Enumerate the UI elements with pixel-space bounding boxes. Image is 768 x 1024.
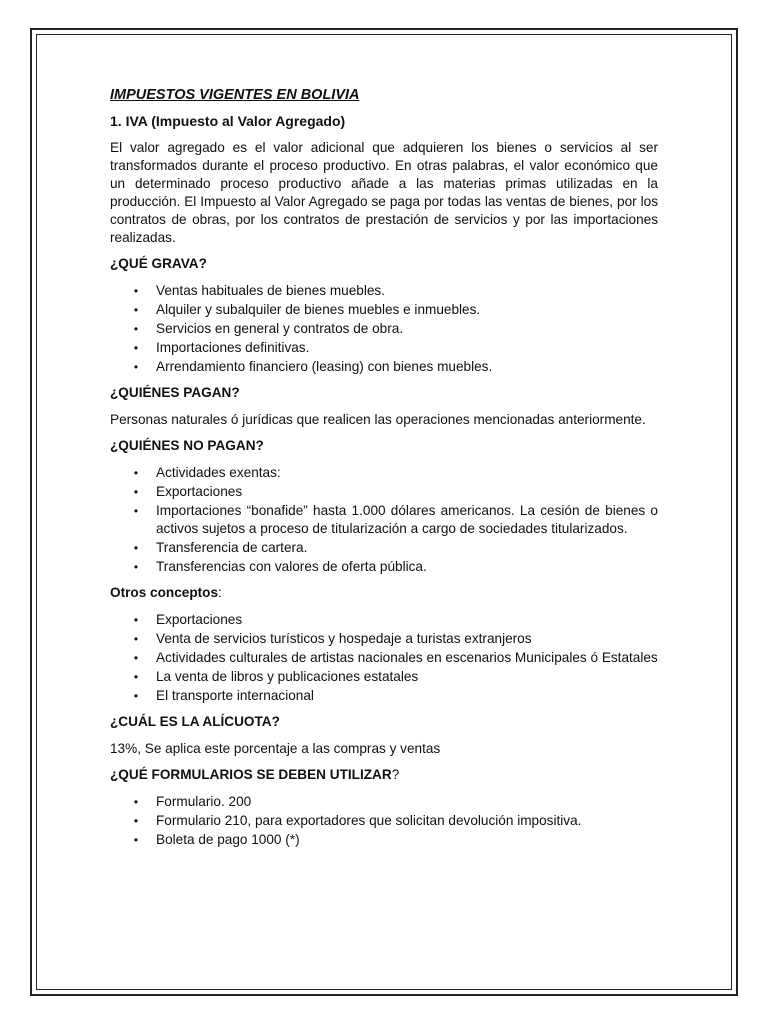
list-item-text: La venta de libros y publicaciones estatales <box>156 669 419 684</box>
que-grava-list <box>110 282 658 376</box>
bullet-icon: • <box>133 651 139 665</box>
list-item <box>133 630 658 648</box>
bullet-icon: • <box>133 833 139 847</box>
list-item-text: Actividades exentas: <box>156 465 281 480</box>
list-item <box>133 558 658 576</box>
formularios-heading <box>110 766 658 784</box>
bullet-icon: • <box>133 613 139 627</box>
list-item-text: Venta de servicios turísticos y hospedaje a turistas extranjeros <box>156 631 532 646</box>
otros-conceptos-list <box>110 611 658 705</box>
list-item-text: Importaciones “bonafide” hasta 1.000 dólares americanos. La cesión de bienes o activos sujetos a proceso de titularización a cargo de sociedades titularizados. <box>156 503 658 536</box>
quienes-no-pagan-heading: ¿QUIÉNES NO PAGAN? <box>110 438 264 453</box>
quienes-no-pagan-list <box>110 464 658 576</box>
list-item <box>133 539 658 557</box>
quienes-pagan-heading: ¿QUIÉNES PAGAN? <box>110 385 240 400</box>
list-item <box>133 831 658 849</box>
list-item-text: Alquiler y subalquiler de bienes muebles e inmuebles. <box>156 302 481 317</box>
alicuota-heading: ¿CUÁL ES LA ALÍCUOTA? <box>110 714 280 729</box>
formularios-heading-text: ¿QUÉ FORMULARIOS SE DEBEN UTILIZAR <box>110 767 392 782</box>
list-item <box>133 687 658 705</box>
list-item <box>133 649 658 667</box>
otros-conceptos-heading-text: Otros conceptos <box>110 585 219 600</box>
bullet-icon: • <box>133 632 139 646</box>
list-item <box>133 483 658 501</box>
list-item <box>133 812 658 830</box>
bullet-icon: • <box>133 485 139 499</box>
list-item-text: Formulario. 200 <box>156 794 252 809</box>
quienes-pagan-paragraph: Personas naturales ó jurídicas que realicen las operaciones mencionadas anteriormente. <box>110 412 646 427</box>
list-item <box>133 611 658 629</box>
bullet-icon: • <box>133 466 139 480</box>
list-item-text: Ventas habituales de bienes muebles. <box>156 283 385 298</box>
list-item-text: Servicios en general y contratos de obra. <box>156 321 404 336</box>
list-item-text: El transporte internacional <box>156 688 314 703</box>
list-item <box>133 339 658 357</box>
list-item-text: Exportaciones <box>156 484 243 499</box>
list-item <box>133 793 658 811</box>
list-item-text: Actividades culturales de artistas nacionales en escenarios Municipales ó Estatales <box>156 650 658 665</box>
list-item <box>133 464 658 482</box>
list-item <box>133 502 658 538</box>
list-item-text: Transferencia de cartera. <box>156 540 308 555</box>
formularios-question-mark: ? <box>391 767 400 782</box>
list-item <box>133 668 658 686</box>
bullet-icon: • <box>133 541 139 555</box>
otros-conceptos-heading <box>110 584 658 602</box>
bullet-icon: • <box>133 341 139 355</box>
list-item-text: Transferencias con valores de oferta pública. <box>156 559 427 574</box>
bullet-icon: • <box>133 303 139 317</box>
list-item-text: Arrendamiento financiero (leasing) con bienes muebles. <box>156 359 493 374</box>
bullet-icon: • <box>133 322 139 336</box>
que-grava-heading: ¿QUÉ GRAVA? <box>110 256 207 271</box>
bullet-icon: • <box>133 814 139 828</box>
list-item <box>133 320 658 338</box>
document-body <box>110 84 658 853</box>
list-item-text: Formulario 210, para exportadores que solicitan devolución impositiva. <box>156 813 582 828</box>
bullet-icon: • <box>133 670 139 684</box>
list-item-text: Boleta de pago 1000 (*) <box>156 832 300 847</box>
list-item-text: Exportaciones <box>156 612 243 627</box>
bullet-icon: • <box>133 284 139 298</box>
list-item <box>133 282 658 300</box>
alicuota-paragraph: 13%, Se aplica este porcentaje a las compras y ventas <box>110 741 441 756</box>
section-iva-heading: 1. IVA (Impuesto al Valor Agregado) <box>110 113 346 129</box>
document-title: IMPUESTOS VIGENTES EN BOLIVIA <box>110 87 360 103</box>
bullet-icon: • <box>133 504 139 518</box>
bullet-icon: • <box>133 560 139 574</box>
otros-conceptos-colon: : <box>218 585 222 600</box>
bullet-icon: • <box>133 360 139 374</box>
list-item <box>133 301 658 319</box>
formularios-list <box>110 793 658 849</box>
section-iva-paragraph: El valor agregado es el valor adicional que adquieren los bienes o servicios al ser transformados durante el proceso productivo. En otras palabras, el valor económico que un determinado proceso productivo añade a las materias primas utilizadas en la producción. El Impuesto al Valor Agregado se paga por todas las ventas de bienes, por los contratos de obras, por los contratos de prestación de servicios y por las importaciones realizadas. <box>110 140 658 245</box>
list-item <box>133 358 658 376</box>
bullet-icon: • <box>133 689 139 703</box>
bullet-icon: • <box>133 795 139 809</box>
list-item-text: Importaciones definitivas. <box>156 340 310 355</box>
